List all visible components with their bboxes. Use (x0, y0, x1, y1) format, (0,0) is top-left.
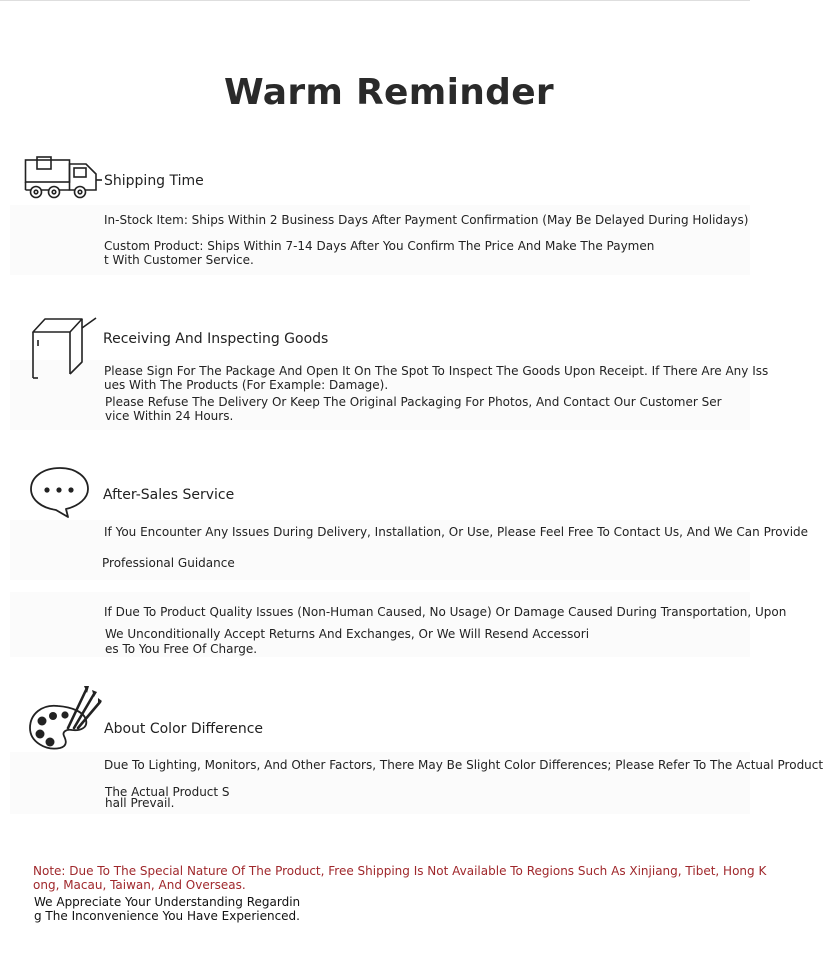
color-line: hall Prevail. (105, 796, 175, 810)
receiving-line: Please Sign For The Package And Open It On The Spot To Inspect The Goods Upon Receipt. If There Are Any Iss (104, 364, 769, 378)
after-sales-line: If You Encounter Any Issues During Delivery, Installation, Or Use, Please Feel Free To Contact Us, And We Can Provide (104, 525, 809, 539)
receiving-line: vice Within 24 Hours. (105, 409, 234, 423)
box-icon (30, 316, 100, 382)
receiving-line: Please Refuse The Delivery Or Keep The Original Packaging For Photos, And Contact Our Customer Ser (105, 395, 722, 409)
after-sales-line: If Due To Product Quality Issues (Non-Human Caused, No Usage) Or Damage Caused During Transportation, Upon (104, 605, 787, 619)
receiving-heading: Receiving And Inspecting Goods (103, 331, 329, 347)
paint-palette-icon (28, 684, 102, 754)
shipping-line: Custom Product: Ships Within 7-14 Days After You Confirm The Price And Make The Paymen (104, 239, 655, 253)
color-line: The Actual Product S (105, 785, 230, 799)
receiving-line: ues With The Products (For Example: Damage). (104, 378, 389, 392)
shipping-line: t With Customer Service. (104, 253, 254, 267)
color-difference-heading: About Color Difference (104, 721, 264, 737)
after-sales-line: Professional Guidance (102, 556, 235, 570)
chat-bubble-icon (28, 466, 92, 520)
top-divider (0, 0, 750, 1)
closing-text: g The Inconvenience You Have Experienced. (34, 909, 300, 923)
after-sales-heading: After-Sales Service (103, 487, 235, 503)
after-sales-line: es To You Free Of Charge. (105, 642, 258, 656)
color-line: Due To Lighting, Monitors, And Other Factors, There May Be Slight Color Differences; Please Refer To The Actual Product (104, 758, 823, 772)
shipping-time-heading: Shipping Time (104, 173, 204, 189)
truck-icon (24, 156, 106, 202)
shipping-note: Note: Due To The Special Nature Of The Product, Free Shipping Is Not Available To Regions Such As Xinjiang, Tibet, Hong K (33, 864, 767, 878)
shipping-line: In-Stock Item: Ships Within 2 Business Days After Payment Confirmation (May Be Delayed During Holidays) (104, 213, 749, 227)
page-title: Warm Reminder (224, 72, 554, 113)
closing-text: We Appreciate Your Understanding Regardin (34, 895, 301, 909)
shipping-note: ong, Macau, Taiwan, And Overseas. (33, 878, 246, 892)
after-sales-line: We Unconditionally Accept Returns And Exchanges, Or We Will Resend Accessori (105, 627, 590, 641)
